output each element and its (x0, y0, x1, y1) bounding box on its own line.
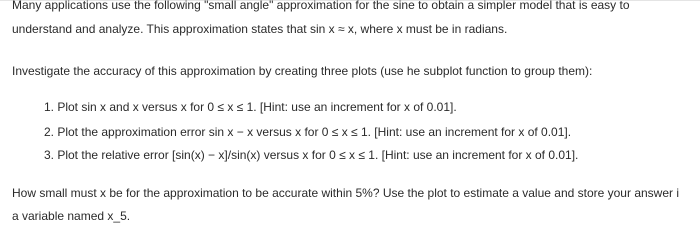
task-item-2: 2. Plot the approximation error sin x − x versus x for 0 ≤ x ≤ 1. [Hint: use an increment for x of 0.01]. (44, 125, 572, 139)
intro-line-2: understand and analyze. This approximation states that sin x ≈ x, where x must be in radians. (12, 22, 508, 36)
task-item-1: 1. Plot sin x and x versus x for 0 ≤ x ≤ 1. [Hint: use an increment for x of 0.01]. (44, 100, 457, 114)
intro-line-1: Many applications use the following "small angle" approximation for the sine to obtain a simpler model that is easy to (12, 0, 630, 12)
task-item-3: 3. Plot the relative error [sin(x) − x]/sin(x) versus x for 0 ≤ x ≤ 1. [Hint: use an increment for x of 0.01]. (44, 148, 579, 162)
question-line-2: a variable named x_5. (12, 209, 131, 223)
task-instruction: Investigate the accuracy of this approximation by creating three plots (use he subplot function to group them): (12, 64, 593, 78)
question-line-1: How small must x be for the approximation to be accurate within 5%? Use the plot to estimate a value and store your answer i (12, 186, 679, 200)
